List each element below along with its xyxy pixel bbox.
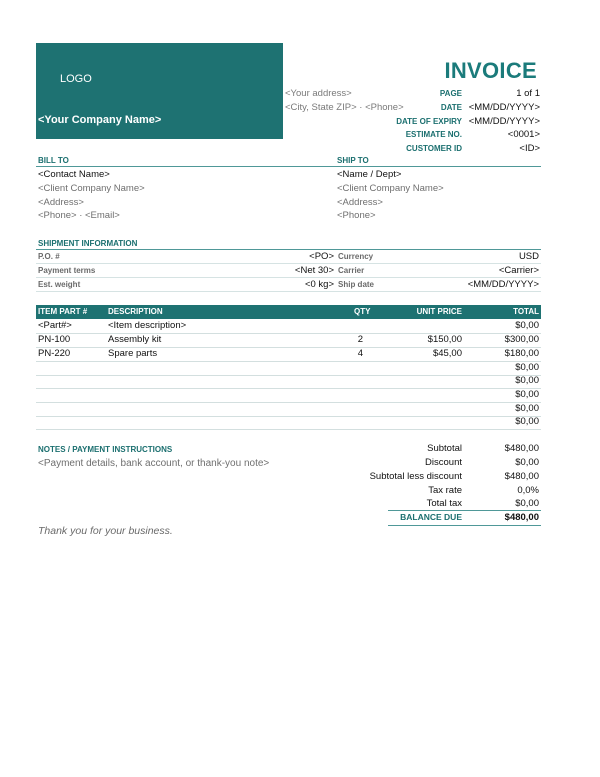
- totals-row-discount: [360, 456, 541, 470]
- table-row: [36, 415, 541, 430]
- logo-placeholder: LOGO: [60, 73, 92, 85]
- item-part: <Part#>: [38, 320, 72, 331]
- table-row: [36, 388, 541, 403]
- item-total: $0,00: [515, 389, 539, 400]
- balance-bottom-rule: [388, 525, 541, 526]
- item-description: Assembly kit: [108, 334, 162, 345]
- ship-to-block: [337, 168, 541, 223]
- shipment-left: [38, 250, 334, 291]
- shipment-date-label: Ship date: [338, 279, 375, 289]
- subtotal-less-discount-value: $480,00: [504, 471, 539, 482]
- notes-heading: NOTES / PAYMENT INSTRUCTIONS: [38, 445, 173, 454]
- item-total: $0,00: [515, 403, 539, 414]
- table-row: [36, 333, 541, 348]
- city-phone-line: <City, State ZIP> · <Phone>: [285, 102, 404, 113]
- address-line: <Your address>: [285, 88, 352, 99]
- meta-label-estimate: ESTIMATE NO.: [405, 130, 462, 140]
- item-unit-price: $45,00: [432, 348, 462, 359]
- shipment-weight-value: <0 kg>: [304, 278, 334, 290]
- bill-to-block: [38, 168, 328, 223]
- totals-row-tax-rate: [360, 484, 541, 498]
- subtotal-less-discount-label: Subtotal less discount: [369, 471, 462, 482]
- sender-address: [285, 87, 404, 115]
- address-rule: [36, 166, 541, 167]
- meta-label-date: DATE: [440, 102, 462, 112]
- thank-you-note: Thank you for your business.: [38, 525, 173, 537]
- totals-row-subtotal-less-discount: [360, 470, 541, 484]
- item-total: $180,00: [504, 348, 539, 359]
- total-tax-value: $0,00: [515, 498, 539, 509]
- meta-value-page: 1 of 1: [516, 88, 540, 99]
- invoice-meta-labels: [380, 87, 462, 156]
- balance-due-value: $480,00: [504, 512, 539, 523]
- item-qty: 2: [357, 334, 363, 345]
- table-row: [36, 347, 541, 362]
- shipment-right: [338, 250, 539, 291]
- item-total: $0,00: [515, 416, 539, 427]
- shipment-po-label: P.O. #: [38, 252, 60, 261]
- company-name: <Your Company Name>: [38, 114, 162, 126]
- item-part: PN-220: [38, 348, 71, 359]
- shipment-carrier-value: <Carrier>: [498, 264, 539, 276]
- shipment-po-value: <PO>: [309, 251, 334, 262]
- shipment-carrier-row: [338, 264, 539, 278]
- invoice-meta-values: [462, 87, 540, 156]
- meta-value-expiry: <MM/DD/YYYY>: [468, 115, 540, 127]
- item-unit-price: $150,00: [427, 334, 462, 345]
- table-row: [36, 319, 541, 334]
- shipment-po-row: [38, 250, 334, 264]
- bill-to-phone-email: <Phone> · <Email>: [38, 210, 120, 222]
- bill-to-heading: BILL TO: [38, 156, 69, 165]
- shipment-currency-label: Currency: [338, 252, 374, 261]
- item-total: $300,00: [504, 334, 539, 345]
- totals-row-balance-due: [360, 511, 541, 525]
- col-qty: QTY: [354, 307, 371, 316]
- item-part: PN-100: [38, 334, 71, 345]
- subtotal-value: $480,00: [504, 443, 539, 454]
- col-unit-price: UNIT PRICE: [416, 307, 462, 316]
- shipment-date-row: [338, 278, 539, 292]
- meta-value-date: <MM/DD/YYYY>: [468, 101, 540, 113]
- balance-due-label: BALANCE DUE: [400, 512, 462, 522]
- ship-to-heading: SHIP TO: [337, 156, 369, 165]
- ship-to-address: <Address>: [337, 196, 383, 208]
- item-qty: 4: [357, 348, 363, 359]
- shipment-weight-label: Est. weight: [38, 279, 81, 289]
- shipment-date-value: <MM/DD/YYYY>: [467, 278, 539, 290]
- discount-value: $0,00: [515, 457, 539, 468]
- bill-to-contact: <Contact Name>: [38, 169, 110, 180]
- shipment-terms-label: Payment terms: [38, 265, 96, 275]
- shipment-carrier-label: Carrier: [338, 265, 365, 275]
- tax-rate-label: Tax rate: [428, 485, 462, 496]
- tax-rate-value: 0,0%: [517, 485, 539, 496]
- invoice-title: INVOICE: [444, 58, 537, 83]
- item-description: Spare parts: [108, 348, 158, 359]
- ship-to-phone: <Phone>: [337, 210, 376, 222]
- ship-to-name: <Name / Dept>: [337, 169, 402, 180]
- meta-label-expiry: DATE OF EXPIRY: [396, 116, 462, 126]
- shipment-terms-value: <Net 30>: [294, 264, 334, 276]
- shipment-divider-2: [36, 277, 541, 278]
- notes-text: <Payment details, bank account, or thank-you note>: [38, 458, 270, 469]
- shipment-currency-row: [338, 250, 539, 264]
- meta-label-page: PAGE: [439, 89, 462, 98]
- item-total: $0,00: [515, 320, 539, 331]
- shipment-divider-1: [36, 263, 541, 264]
- shipment-currency-value: USD: [518, 251, 539, 262]
- discount-label: Discount: [425, 457, 462, 468]
- shipment-heading: SHIPMENT INFORMATION: [38, 239, 138, 248]
- subtotal-label: Subtotal: [427, 443, 462, 454]
- meta-label-customer-id: CUSTOMER ID: [406, 144, 462, 154]
- item-description: <Item description>: [108, 320, 187, 331]
- meta-value-estimate: <0001>: [507, 129, 540, 141]
- shipment-terms-row: [38, 264, 334, 278]
- col-item-part: ITEM PART #: [38, 307, 88, 316]
- item-total: $0,00: [515, 375, 539, 386]
- item-total: $0,00: [515, 362, 539, 373]
- ship-to-company: <Client Company Name>: [337, 182, 444, 194]
- shipment-divider-3: [36, 291, 541, 292]
- meta-value-customer-id: <ID>: [519, 143, 540, 155]
- items-table-header: [36, 305, 541, 319]
- total-tax-label: Total tax: [426, 498, 462, 509]
- shipment-weight-row: [38, 278, 334, 292]
- bill-to-company: <Client Company Name>: [38, 182, 145, 194]
- table-row: [36, 374, 541, 389]
- bill-to-address: <Address>: [38, 196, 84, 208]
- totals-row-total-tax: [360, 497, 541, 511]
- col-description: DESCRIPTION: [108, 307, 163, 316]
- totals-row-subtotal: [360, 442, 541, 456]
- col-total: TOTAL: [513, 307, 539, 316]
